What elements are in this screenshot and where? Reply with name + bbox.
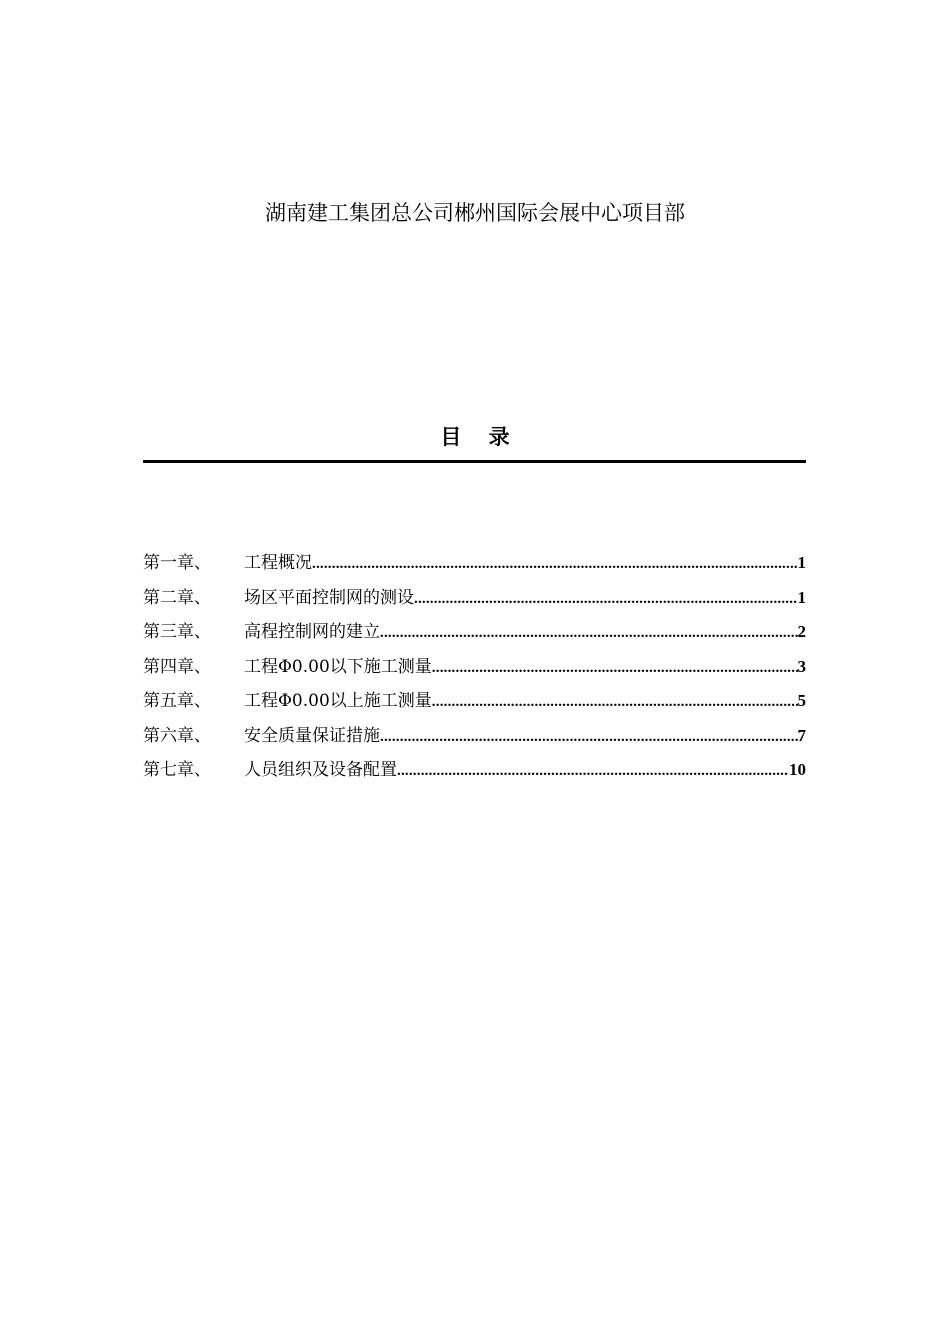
toc-entry-chapter-3[interactable] [143, 617, 806, 652]
toc-page-number: 3 [797, 656, 806, 676]
toc-divider [143, 460, 806, 463]
table-of-contents [143, 548, 806, 790]
toc-chapter-title: 安全质量保证措施 [244, 725, 380, 746]
toc-chapter-number: 第三章、 [143, 622, 211, 642]
toc-chapter-number: 第一章、 [143, 553, 211, 573]
toc-entry-chapter-6[interactable] [143, 721, 806, 756]
toc-chapter-number: 第四章、 [143, 656, 211, 677]
toc-entry-chapter-2[interactable] [143, 583, 806, 618]
toc-chapter-number: 第六章、 [143, 725, 211, 746]
toc-chapter-number: 第二章、 [143, 587, 211, 608]
toc-chapter-number: 第五章、 [143, 691, 211, 711]
toc-chapter-number: 第七章、 [143, 760, 211, 780]
toc-dot-leader [312, 549, 798, 579]
toc-dot-leader [397, 756, 789, 786]
toc-dot-leader [380, 722, 798, 752]
toc-entry-chapter-4[interactable] [143, 652, 806, 687]
toc-page-number: 1 [797, 553, 806, 572]
toc-chapter-title: 工程Φ0.00以上施工测量 [244, 691, 432, 711]
toc-dot-leader [414, 584, 798, 614]
toc-dot-leader [432, 653, 798, 683]
toc-chapter-title: 工程Φ0.00以下施工测量 [244, 656, 432, 677]
toc-page-number: 5 [797, 691, 806, 710]
toc-entry-chapter-1[interactable] [143, 548, 806, 583]
toc-page-number: 1 [797, 587, 806, 607]
toc-page-number: 7 [797, 725, 806, 745]
toc-page-number: 10 [789, 760, 806, 779]
toc-chapter-title: 高程控制网的建立 [244, 622, 380, 642]
toc-chapter-title: 人员组织及设备配置 [244, 760, 397, 780]
toc-heading: 目 录 [440, 424, 520, 449]
toc-chapter-title: 工程概况 [244, 553, 312, 573]
toc-page-number: 2 [797, 622, 806, 641]
toc-dot-leader [432, 687, 798, 717]
toc-entry-chapter-7[interactable] [143, 755, 806, 790]
toc-dot-leader [380, 618, 798, 648]
toc-chapter-title: 场区平面控制网的测设 [244, 587, 414, 608]
organization-title: 湖南建工集团总公司郴州国际会展中心项目部 [265, 201, 685, 225]
toc-entry-chapter-5[interactable] [143, 686, 806, 721]
